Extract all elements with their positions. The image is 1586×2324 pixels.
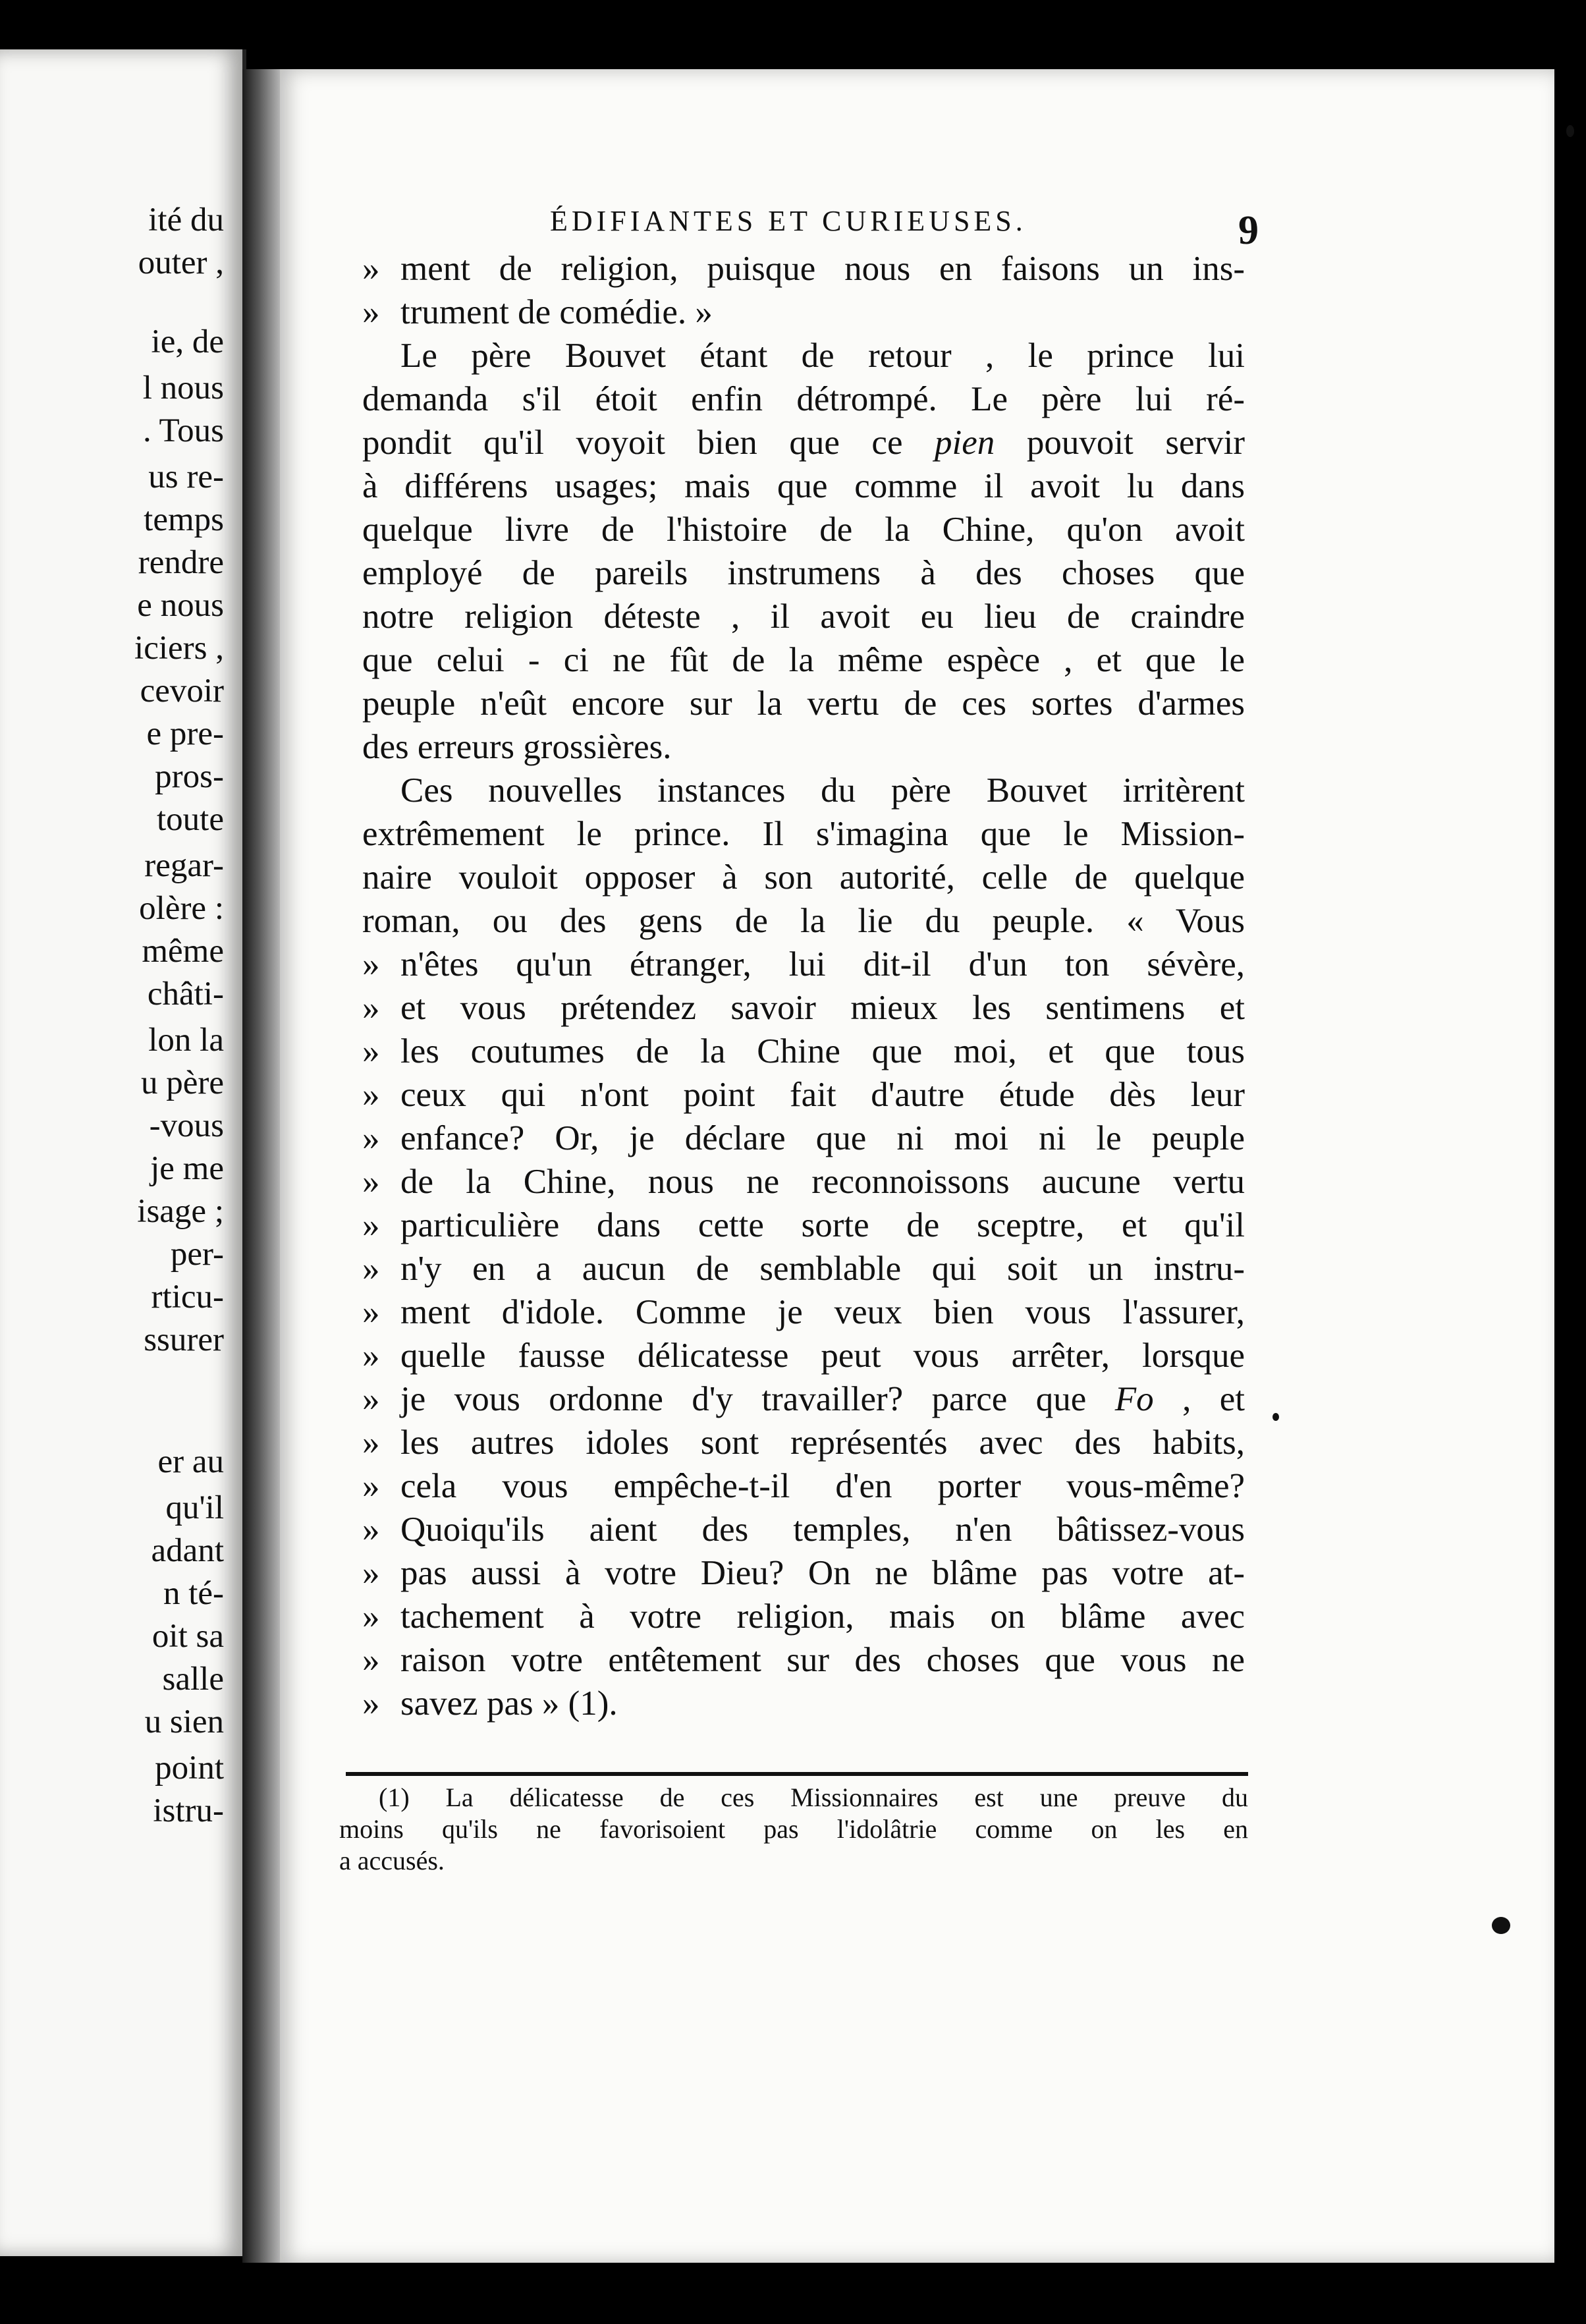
line-text: je vous ordonne d'y travailler? parce que Fo , et	[400, 1380, 1245, 1418]
text-line	[362, 943, 1245, 986]
page-blemish	[1272, 1413, 1279, 1421]
page-blemish	[1566, 125, 1574, 137]
text-line	[362, 1204, 1245, 1247]
line-text: ment de religion, puisque nous en faisons un ins-	[400, 250, 1245, 288]
quote-mark: »	[362, 1554, 380, 1592]
left-page-text-fragment: lon la	[148, 1022, 224, 1059]
quote-mark: »	[362, 989, 380, 1027]
left-page-text-fragment: toute	[157, 801, 224, 838]
page-blemish	[1492, 1917, 1510, 1934]
text-line	[362, 856, 1245, 899]
line-text: naire vouloit opposer à son autorité, celle de quelque	[362, 858, 1245, 897]
text-line	[362, 1638, 1245, 1682]
line-text: à différens usages; mais que comme il avoit lu dans	[362, 467, 1245, 505]
text-line	[362, 899, 1245, 943]
book-gutter	[242, 69, 282, 2263]
text-line	[362, 638, 1245, 682]
quote-mark: »	[362, 250, 380, 288]
text-line	[362, 508, 1245, 551]
text-line	[362, 1377, 1245, 1421]
line-text: Le père Bouvet étant de retour , le prince lui	[400, 337, 1245, 375]
line-text: quelque livre de l'histoire de la Chine, qu'on avoit	[362, 511, 1245, 549]
line-text: de la Chine, nous ne reconnoissons aucune vertu	[400, 1163, 1245, 1201]
left-page-text-fragment: e pre-	[146, 715, 224, 752]
line-text: ceux qui n'ont point fait d'autre étude dès leur	[400, 1076, 1245, 1114]
quote-mark: »	[362, 945, 380, 983]
left-page-text-fragment: châti-	[147, 976, 224, 1012]
left-page-text-fragment: oit sa	[151, 1618, 224, 1655]
line-text: raison votre entêtement sur des choses que vous ne	[400, 1641, 1245, 1679]
line-text: tachement à votre religion, mais on blâme avec	[400, 1597, 1245, 1636]
left-page-text-fragment: u sien	[144, 1703, 224, 1740]
left-facing-page	[0, 49, 246, 2256]
line-text: particulière dans cette sorte de sceptre, et qu'il	[400, 1206, 1245, 1244]
quote-mark: »	[362, 1510, 380, 1549]
line-text: peuple n'eût encore sur la vertu de ces sortes d'armes	[362, 684, 1245, 723]
text-line	[362, 247, 1245, 290]
left-page-text-fragment: ité du	[148, 202, 224, 238]
footnote-rule	[346, 1772, 1248, 1776]
footnote-line: moins qu'ils ne favorisoient pas l'idolâtrie comme on les en	[339, 1814, 1248, 1844]
line-text: savez pas » (1).	[400, 1684, 618, 1723]
left-page-text-fragment: adant	[151, 1532, 224, 1569]
text-line	[362, 1073, 1245, 1117]
text-line	[362, 421, 1245, 464]
text-line	[362, 595, 1245, 638]
quote-mark: »	[362, 1250, 380, 1288]
left-page-text-fragment: u père	[140, 1065, 224, 1101]
line-text: pas aussi à votre Dieu? On ne blâme pas votre at-	[400, 1554, 1245, 1592]
left-page-text-fragment: olère :	[139, 890, 224, 927]
book-page	[280, 69, 1554, 2263]
text-line	[362, 1247, 1245, 1290]
line-text: ment d'idole. Comme je veux bien vous l'assurer,	[400, 1293, 1245, 1331]
text-line	[362, 986, 1245, 1030]
left-page-text-fragment: rendre	[138, 544, 224, 581]
text-line	[362, 1508, 1245, 1551]
text-line	[362, 812, 1245, 856]
left-page-text-fragment: salle	[162, 1661, 224, 1698]
text-line	[362, 290, 1245, 334]
body-text	[362, 247, 1245, 1725]
line-text: Quoiqu'ils aient des temples, n'en bâtissez-vous	[400, 1510, 1245, 1549]
text-line	[362, 334, 1245, 377]
text-line	[362, 1551, 1245, 1595]
quote-mark: »	[362, 1206, 380, 1244]
left-page-text-fragment: ssurer	[144, 1321, 224, 1358]
text-line	[362, 682, 1245, 725]
left-page-text-fragment: même	[142, 933, 224, 970]
left-page-text-fragment: er au	[157, 1443, 224, 1480]
left-page-text-fragment: n té-	[163, 1575, 224, 1612]
left-page-text-fragment: rticu-	[151, 1279, 224, 1315]
line-text: n'êtes qu'un étranger, lui dit-il d'un ton sévère,	[400, 945, 1245, 983]
italic-word: Fo	[1114, 1380, 1154, 1418]
line-text: demanda s'il étoit enfin détrompé. Le père lui ré-	[362, 380, 1245, 418]
line-text: les autres idoles sont représentés avec des habits,	[400, 1424, 1245, 1462]
left-page-text-fragment: -vous	[149, 1107, 224, 1144]
text-line	[362, 1421, 1245, 1464]
text-line	[362, 725, 1245, 769]
left-page-text-fragment: us re-	[148, 458, 224, 495]
left-page-text-fragment: regar-	[144, 847, 224, 884]
quote-mark: »	[362, 1076, 380, 1114]
quote-mark: »	[362, 1684, 380, 1723]
page-number: 9	[1238, 208, 1259, 253]
quote-mark: »	[362, 1163, 380, 1201]
text-line	[362, 1682, 1245, 1725]
text-line	[362, 1160, 1245, 1204]
line-text: trument de comédie. »	[400, 293, 713, 331]
quote-mark: »	[362, 1380, 380, 1418]
line-text: des erreurs grossières.	[362, 728, 672, 766]
left-page-text-fragment: qu'il	[165, 1489, 224, 1526]
text-line	[362, 464, 1245, 508]
left-page-text-fragment: . Tous	[142, 412, 224, 449]
line-text: les coutumes de la Chine que moi, et que tous	[400, 1032, 1245, 1070]
quote-mark: »	[362, 1641, 380, 1679]
left-page-text-fragment: istru-	[153, 1792, 224, 1829]
quote-mark: »	[362, 293, 380, 331]
left-page-text-fragment: l nous	[142, 370, 224, 406]
line-text: n'y en a aucun de semblable qui soit un instru-	[400, 1250, 1245, 1288]
left-page-text-fragment: je me	[150, 1150, 224, 1187]
footnote-line: (1) La délicatesse de ces Missionnaires est une preuve du	[379, 1783, 1248, 1812]
line-text: cela vous empêche-t-il d'en porter vous-même?	[400, 1467, 1245, 1505]
left-page-text-fragment: point	[155, 1750, 224, 1786]
line-text: enfance? Or, je déclare que ni moi ni le peuple	[400, 1119, 1245, 1157]
italic-word: pien	[935, 424, 995, 462]
left-page-text-fragment: cevoir	[140, 673, 224, 709]
line-text: extrêmement le prince. Il s'imagina que le Mission-	[362, 815, 1245, 853]
running-head: ÉDIFIANTES ET CURIEUSES.	[550, 205, 1027, 237]
left-page-text-fragment: pros-	[155, 758, 224, 795]
footnote-line: a accusés.	[339, 1846, 445, 1875]
footnote	[339, 1782, 1248, 1877]
quote-mark: »	[362, 1293, 380, 1331]
text-line	[362, 1030, 1245, 1073]
text-line	[362, 1290, 1245, 1334]
text-line	[362, 1117, 1245, 1160]
quote-mark: »	[362, 1424, 380, 1462]
left-page-text-fragment: iciers ,	[134, 630, 224, 667]
line-text: quelle fausse délicatesse peut vous arrêter, lorsque	[400, 1337, 1245, 1375]
quote-mark: »	[362, 1032, 380, 1070]
line-text: et vous prétendez savoir mieux les sentimens et	[400, 989, 1245, 1027]
left-page-text-fragment: temps	[144, 501, 224, 538]
quote-mark: »	[362, 1467, 380, 1505]
left-page-text-fragment: outer ,	[138, 244, 224, 281]
line-text: pondit qu'il voyoit bien que ce pien pouvoit servir	[362, 424, 1245, 462]
text-line	[362, 1334, 1245, 1377]
line-text: notre religion déteste , il avoit eu lieu de craindre	[362, 597, 1245, 636]
text-line	[362, 769, 1245, 812]
left-page-text-fragment: isage ;	[137, 1193, 224, 1230]
text-line	[362, 377, 1245, 421]
quote-mark: »	[362, 1337, 380, 1375]
text-line	[362, 1464, 1245, 1508]
text-line	[362, 1595, 1245, 1638]
line-text: employé de pareils instrumens à des choses que	[362, 554, 1245, 592]
left-page-text-fragment: ie, de	[151, 323, 224, 360]
left-page-text-fragment: e nous	[137, 587, 224, 624]
left-page-text-fragment: per-	[170, 1236, 224, 1273]
line-text: roman, ou des gens de la lie du peuple. « Vous	[362, 902, 1245, 940]
line-text: Ces nouvelles instances du père Bouvet irritèrent	[400, 771, 1245, 810]
quote-mark: »	[362, 1597, 380, 1636]
text-line	[362, 551, 1245, 595]
quote-mark: »	[362, 1119, 380, 1157]
line-text: que celui - ci ne fût de la même espèce , et que le	[362, 641, 1245, 679]
